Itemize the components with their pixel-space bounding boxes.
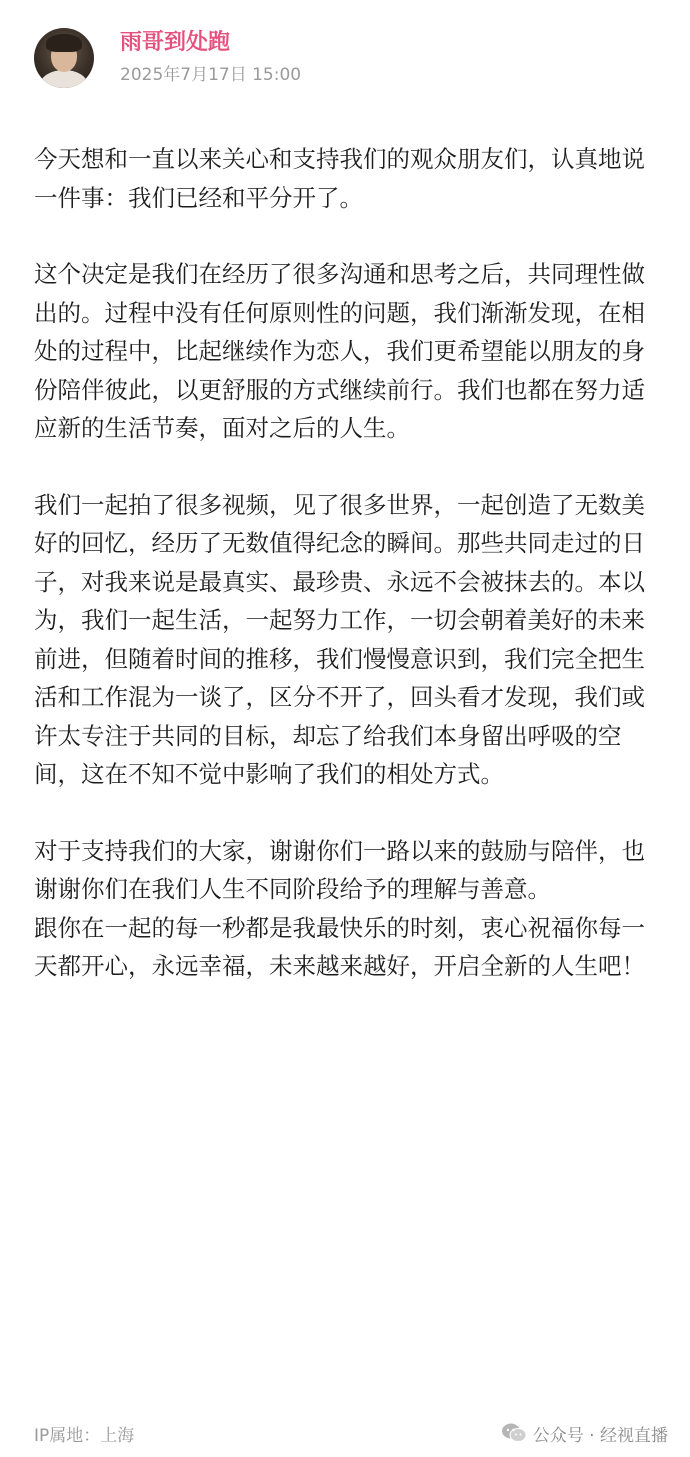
post-footer <box>34 1418 668 1448</box>
post-meta <box>120 29 301 87</box>
avatar[interactable] <box>34 28 94 88</box>
post-paragraph-3: 我们一起拍了很多视频，见了很多世界，一起创造了无数美好的回忆，经历了无数值得纪念的瞬间。那些共同走过的日子，对我来说是最真实、最珍贵、永远不会被抹去的。本以为，我们一起生活，一起努力工作，一切会朝着美好的未来前进，但随着时间的推移，我们慢慢意识到，我们完全把生活和工作混为一谈了，区分不开了，回头看才发现，我们或许太专注于共同的目标，却忘了给我们本身留出呼吸的空间，这在不知不觉中影响了我们的相处方式。 <box>34 490 645 788</box>
post-body <box>34 140 656 986</box>
post-paragraph-4: 对于支持我们的大家，谢谢你们一路以来的鼓励与陪伴，也谢谢你们在我们人生不同阶段给予的理解与善意。 <box>34 836 645 903</box>
username[interactable]: 雨哥到处跑 <box>120 30 231 55</box>
watermark-text: 公众号 · 经视直播 <box>532 1425 668 1446</box>
watermark <box>501 1421 668 1446</box>
post-paragraph-5: 跟你在一起的每一秒都是我最快乐的时刻，衷心祝福你每一天都开心，永远幸福，未来越来越好，开启全新的人生吧！ <box>34 913 645 980</box>
post-header <box>34 26 301 90</box>
ip-location: IP属地：上海 <box>34 1425 135 1446</box>
wechat-icon <box>501 1422 527 1444</box>
post-paragraph-2: 这个决定是我们在经历了很多沟通和思考之后，共同理性做出的。过程中没有任何原则性的问题，我们渐渐发现，在相处的过程中，比起继续作为恋人，我们更希望能以朋友的身份陪伴彼此，以更舒服的方式继续前行。我们也都在努力适应新的生活节奏，面对之后的人生。 <box>34 260 645 442</box>
post-datetime: 2025年7月17日 15:00 <box>120 65 302 85</box>
post-paragraph-1: 今天想和一直以来关心和支持我们的观众朋友们，认真地说一件事：我们已经和平分开了。 <box>34 145 645 212</box>
